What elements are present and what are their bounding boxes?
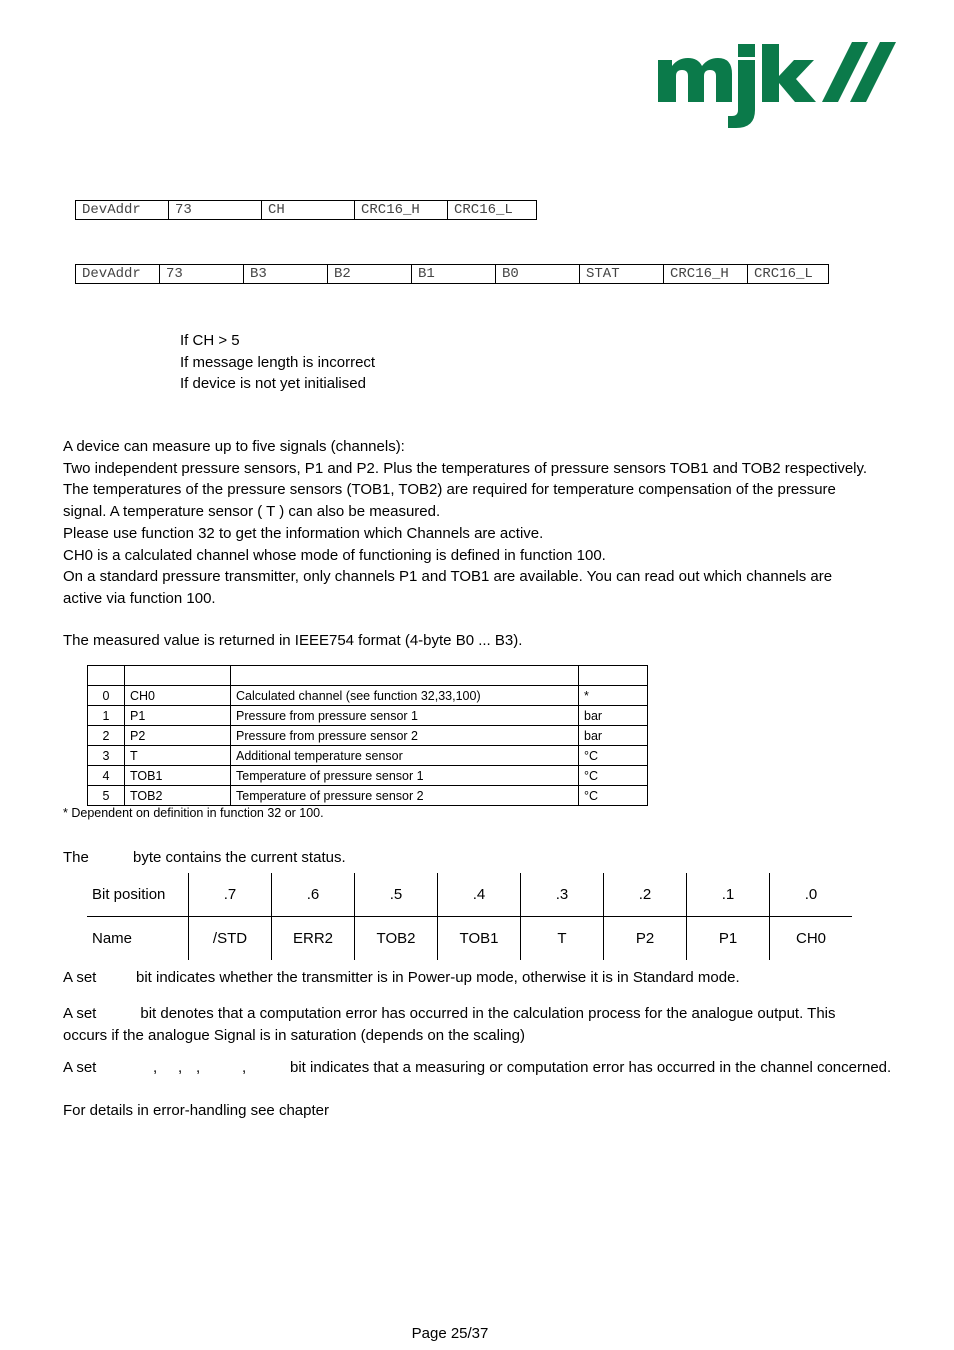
bit-position-row bbox=[87, 873, 852, 917]
bit-position: .0 bbox=[770, 873, 853, 917]
channel-unit: * bbox=[579, 686, 648, 706]
status-intro-the: The bbox=[63, 849, 89, 866]
details-text: For details in error-handling see chapter bbox=[63, 1102, 329, 1119]
frame-cell-crc-l: CRC16_L bbox=[748, 265, 829, 284]
table-row bbox=[88, 686, 648, 706]
bit-position: .6 bbox=[272, 873, 355, 917]
channel-table bbox=[87, 665, 648, 806]
response-frame bbox=[75, 264, 829, 284]
bit-position: .5 bbox=[355, 873, 438, 917]
separator-comma: , bbox=[242, 1059, 247, 1076]
bit-position: .4 bbox=[438, 873, 521, 917]
channel-number: 3 bbox=[88, 746, 125, 766]
bit-position-label: Bit position bbox=[87, 873, 189, 917]
error-condition: If message length is incorrect bbox=[180, 353, 376, 371]
channel-name: TOB1 bbox=[125, 766, 231, 786]
frame-cell-b3: B3 bbox=[244, 265, 328, 284]
status-intro bbox=[63, 849, 346, 866]
channel-error-text bbox=[63, 1059, 892, 1076]
bit-name: /STD bbox=[189, 917, 272, 961]
channel-number: 2 bbox=[88, 726, 125, 746]
bit-name: CH0 bbox=[770, 917, 853, 961]
a-set-label: A set bbox=[63, 969, 97, 986]
channel-unit: °C bbox=[579, 786, 648, 806]
separator-comma: , bbox=[153, 1059, 158, 1076]
channel-number: 1 bbox=[88, 706, 125, 726]
frame-cell-crc-l: CRC16_L bbox=[448, 201, 537, 220]
channel-unit: °C bbox=[579, 746, 648, 766]
err2-bit-rest: bit denotes that a computation error has occurred in the calculation process for the analogue output. This occurs if the analogue Signal is in saturation (depends on the scaling) bbox=[63, 1005, 836, 1044]
paragraph: Please use function 32 to get the information which Channels are active. bbox=[63, 524, 544, 542]
channel-number: 5 bbox=[88, 786, 125, 806]
bit-name: T bbox=[521, 917, 604, 961]
page-number: Page 25/37 bbox=[411, 1325, 489, 1342]
frame-cell-b2: B2 bbox=[328, 265, 412, 284]
frame-cell-crc-h: CRC16_H bbox=[664, 265, 748, 284]
bit-name: P1 bbox=[687, 917, 770, 961]
table-row bbox=[88, 706, 648, 726]
paragraph: Two independent pressure sensors, P1 and P2. Plus the temperatures of pressure sensors TOB1 and TOB2 respectively. The temperatures of the pressure sensors (TOB1, TOB2) are required for temperature compensation of the pressure signal. A temperature sensor ( T ) can also be measured. bbox=[63, 459, 868, 521]
paragraph: CH0 is a calculated channel whose mode of functioning is defined in function 100. bbox=[63, 546, 606, 564]
channel-description-cell: Temperature of pressure sensor 1 bbox=[231, 766, 579, 786]
bit-position: .2 bbox=[604, 873, 687, 917]
err2-bit-text bbox=[63, 1003, 873, 1047]
table-row bbox=[88, 746, 648, 766]
bit-position: .3 bbox=[521, 873, 604, 917]
bit-name-row bbox=[87, 917, 852, 961]
frame-cell-b0: B0 bbox=[496, 265, 580, 284]
frame-cell-devaddr: DevAddr bbox=[76, 265, 160, 284]
table-row bbox=[88, 726, 648, 746]
channel-description-cell: Pressure from pressure sensor 2 bbox=[231, 726, 579, 746]
channel-name: CH0 bbox=[125, 686, 231, 706]
status-bit-table bbox=[87, 873, 852, 960]
channel-name: T bbox=[125, 746, 231, 766]
channel-number: 0 bbox=[88, 686, 125, 706]
request-frame bbox=[75, 200, 537, 220]
bit-position: .1 bbox=[687, 873, 770, 917]
separator-comma: , bbox=[196, 1059, 201, 1076]
bit-name: TOB2 bbox=[355, 917, 438, 961]
std-bit-rest: bit indicates whether the transmitter is in Power-up mode, otherwise it is in Standard mode. bbox=[136, 969, 740, 986]
bit-name: ERR2 bbox=[272, 917, 355, 961]
frame-cell-ch: CH bbox=[262, 201, 355, 220]
frame-cell-function: 73 bbox=[169, 201, 262, 220]
bit-name: P2 bbox=[604, 917, 687, 961]
ieee-format-text: The measured value is returned in IEEE754 format (4-byte B0 ... B3). bbox=[63, 632, 523, 649]
status-intro-rest: byte contains the current status. bbox=[133, 849, 346, 866]
paragraph: On a standard pressure transmitter, only channels P1 and TOB1 are available. You can read out which channels are active via function 100. bbox=[63, 568, 833, 607]
mjk-logo bbox=[654, 38, 898, 132]
separator-comma: , bbox=[178, 1059, 183, 1076]
frame-cell-devaddr: DevAddr bbox=[76, 201, 169, 220]
error-condition: If CH > 5 bbox=[180, 332, 240, 349]
paragraph: A device can measure up to five signals (channels): bbox=[63, 438, 405, 455]
table-footnote: * Dependent on definition in function 32 or 100. bbox=[63, 806, 324, 820]
channel-description-cell: Temperature of pressure sensor 2 bbox=[231, 786, 579, 806]
channel-unit: bar bbox=[579, 726, 648, 746]
a-set-label: A set bbox=[63, 1059, 97, 1076]
channel-name: TOB2 bbox=[125, 786, 231, 806]
error-conditions bbox=[180, 330, 375, 395]
channel-unit: °C bbox=[579, 766, 648, 786]
channel-description-cell: Additional temperature sensor bbox=[231, 746, 579, 766]
frame-cell-function: 73 bbox=[160, 265, 244, 284]
frame-cell-b1: B1 bbox=[412, 265, 496, 284]
frame-cell-crc-h: CRC16_H bbox=[355, 201, 448, 220]
channel-description bbox=[63, 436, 873, 610]
std-bit-text bbox=[63, 969, 873, 986]
channel-error-rest: bit indicates that a measuring or computation error has occurred in the channel concerned. bbox=[290, 1059, 892, 1076]
table-row bbox=[88, 786, 648, 806]
table-header-row bbox=[88, 666, 648, 686]
frame-cell-stat: STAT bbox=[580, 265, 664, 284]
bit-position: .7 bbox=[189, 873, 272, 917]
bit-name: TOB1 bbox=[438, 917, 521, 961]
channel-unit: bar bbox=[579, 706, 648, 726]
bit-name-label: Name bbox=[92, 930, 133, 947]
channel-description-cell: Calculated channel (see function 32,33,100) bbox=[231, 686, 579, 706]
error-condition: If device is not yet initialised bbox=[180, 375, 366, 392]
channel-name: P1 bbox=[125, 706, 231, 726]
channel-name: P2 bbox=[125, 726, 231, 746]
channel-description-cell: Pressure from pressure sensor 1 bbox=[231, 706, 579, 726]
table-row bbox=[88, 766, 648, 786]
a-set-label: A set bbox=[63, 1005, 97, 1022]
channel-number: 4 bbox=[88, 766, 125, 786]
